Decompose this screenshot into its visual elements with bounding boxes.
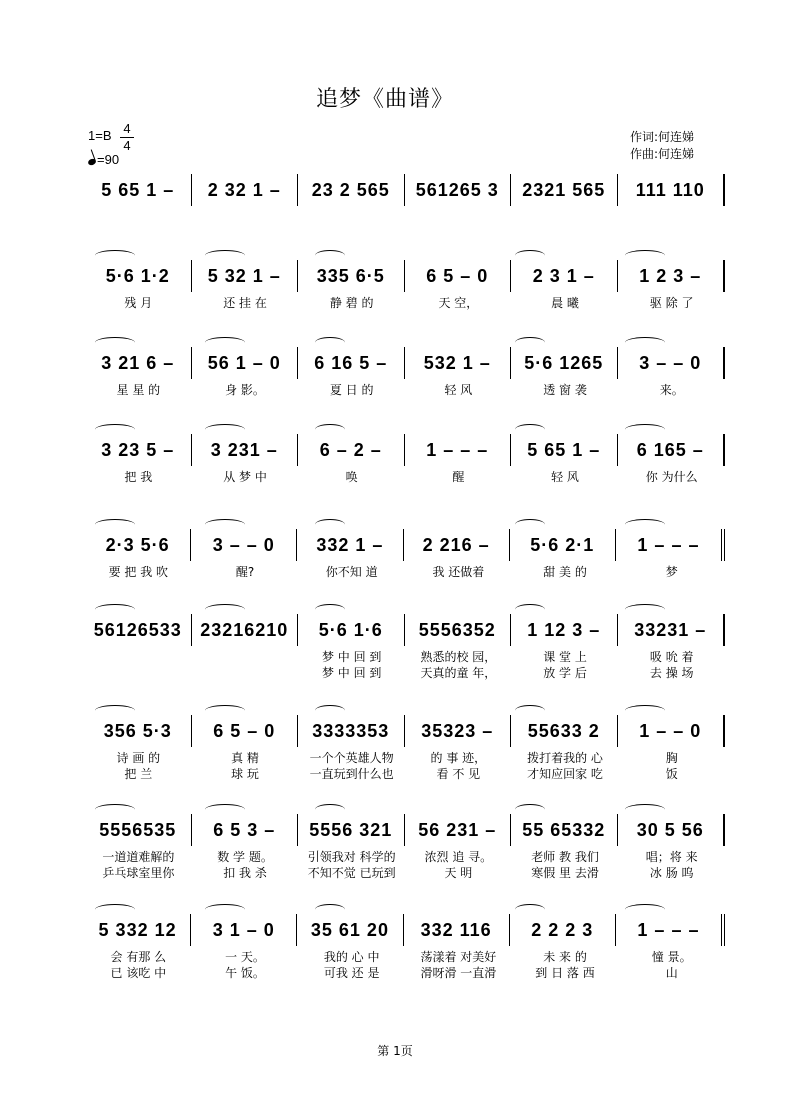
lyric-segment: 来。	[659, 383, 684, 397]
lyric-segment: 醒?	[235, 565, 255, 579]
measure: 23 2 565	[298, 174, 405, 206]
slur-mark	[515, 519, 545, 530]
measure-row	[85, 172, 725, 208]
measure: 35323 –	[405, 715, 512, 747]
measure: 3 231 –	[192, 434, 299, 466]
measure: 1 2 3 –	[618, 260, 726, 292]
lyric-segment: 荡漾着 对美好	[420, 950, 497, 964]
slur-mark	[515, 337, 545, 348]
slur-mark	[625, 604, 665, 615]
lyric-segment: 诗 画 的	[116, 751, 161, 765]
measure: 5·6 1265	[511, 347, 618, 379]
lyric-segment: 要 把 我 吹	[108, 565, 169, 579]
measure: 5 332 12	[85, 914, 191, 946]
slur-mark	[315, 705, 345, 716]
lyric-segment: 星 星 的	[116, 383, 161, 397]
slur-mark	[515, 604, 545, 615]
lyric-segment: 一 天。	[225, 950, 265, 964]
lyric-segment: 透 窗 袭	[543, 383, 587, 397]
lyric-segment: 天真的童 年，	[420, 666, 497, 680]
lyric-segment: 我的 心 中	[323, 950, 380, 964]
slur-mark	[315, 337, 345, 348]
lyric-segment: 天 明	[444, 866, 473, 880]
lyric-segment: 从 梦 中	[223, 470, 267, 484]
measure: 1 – – –	[616, 914, 725, 946]
measure: 5 32 1 –	[192, 260, 299, 292]
slur-mark	[515, 904, 545, 915]
staff-system	[85, 258, 725, 310]
slur-mark	[515, 804, 545, 815]
lyric-segment: 把 我	[124, 470, 153, 484]
lyric-line	[85, 381, 725, 397]
lyric-segment: 午 饭。	[225, 966, 265, 980]
measure: 356 5·3	[85, 715, 192, 747]
slur-mark	[515, 250, 545, 261]
lyric-line	[85, 468, 725, 484]
lyric-segment: 引领我对 科学的	[307, 850, 396, 864]
lyric-segment: 身 影。	[225, 383, 265, 397]
measure: 5556352	[405, 614, 512, 646]
lyric-segment: 不知不觉 已玩到	[307, 866, 396, 880]
lyric-segment: 夏 日 的	[329, 383, 374, 397]
slur-mark	[205, 705, 245, 716]
measure: 332 116	[404, 914, 510, 946]
slur-mark	[515, 705, 545, 716]
measure: 3 – – 0	[618, 347, 726, 379]
lyric-line	[85, 964, 725, 980]
lyric-line	[85, 948, 725, 964]
lyric-segment: 唤	[345, 470, 358, 484]
slur-mark	[315, 519, 345, 530]
lyric-segment: 拨打着我的 心	[527, 751, 603, 765]
lyric-segment: 浓烈 追 寻。	[424, 850, 493, 864]
slur-mark	[205, 424, 245, 435]
measure-row	[85, 912, 725, 948]
lyric-segment: 一道道难解的	[102, 850, 175, 864]
slur-mark	[95, 804, 135, 815]
lyric-segment	[85, 648, 192, 664]
key-signature: 1=B	[88, 128, 112, 143]
staff-system	[85, 172, 725, 208]
measure: 33231 –	[618, 614, 726, 646]
slur-mark	[315, 604, 345, 615]
measure: 2321 565	[511, 174, 618, 206]
lyric-segment: 到 日 落 西	[535, 966, 595, 980]
lyric-segment: 你不知 道	[325, 565, 378, 579]
measure: 3333353	[298, 715, 405, 747]
lyric-segment: 轻 风	[444, 383, 473, 397]
measure: 56 231 –	[405, 814, 512, 846]
lyric-segment: 饭	[665, 767, 678, 781]
lyric-segment: 驱 除 了	[649, 296, 694, 310]
measure: 6 5 – 0	[192, 715, 299, 747]
lyric-segment: 会 有那 么	[110, 950, 167, 964]
slur-mark	[95, 337, 135, 348]
lyricist-credit: 作词:何连娣	[630, 130, 695, 144]
measure: 5·6 1·2	[85, 260, 192, 292]
staff-system	[85, 612, 725, 680]
slur-mark	[205, 904, 245, 915]
lyric-segment: 可我 还 是	[323, 966, 380, 980]
measure: 5556 321	[298, 814, 405, 846]
lyric-segment: 轻 风	[551, 470, 579, 484]
lyric-line	[85, 848, 725, 864]
lyric-line	[85, 864, 725, 880]
lyric-segment: 胸	[665, 751, 678, 765]
lyric-segment: 老师 教 我们	[531, 850, 599, 864]
slur-mark	[315, 250, 345, 261]
time-signature-top: 4	[123, 121, 131, 136]
measure: 6 165 –	[618, 434, 726, 466]
page-number: 第 1页	[377, 1044, 413, 1058]
slur-mark	[315, 424, 345, 435]
lyric-segment: 课 堂 上	[543, 650, 587, 664]
lyric-line	[85, 664, 725, 680]
slur-mark	[315, 904, 345, 915]
lyric-segment: 静 碧 的	[329, 296, 374, 310]
measure: 1 – – –	[616, 529, 725, 561]
staff-system	[85, 713, 725, 781]
slur-mark	[625, 337, 665, 348]
lyric-segment: 山	[665, 966, 678, 980]
measure: 2 32 1 –	[192, 174, 299, 206]
slur-mark	[95, 604, 135, 615]
measure: 5 65 1 –	[85, 174, 192, 206]
lyric-segment: 梦	[665, 565, 678, 579]
lyric-segment: 乒乓球室里你	[102, 866, 175, 880]
lyric-segment: 唱；将 来	[645, 850, 698, 864]
measure: 56126533	[85, 614, 192, 646]
composer-credit: 作曲:何连娣	[630, 147, 695, 161]
slur-mark	[95, 250, 135, 261]
measure-row	[85, 345, 725, 381]
lyric-segment: 天 空，	[438, 296, 479, 310]
measure: 1 – – –	[405, 434, 512, 466]
lyric-line	[85, 749, 725, 765]
lyric-segment: 滑呀滑 一直滑	[420, 966, 497, 980]
time-signature	[120, 122, 134, 153]
slur-mark	[625, 804, 665, 815]
lyric-line	[85, 765, 725, 781]
measure: 111 110	[618, 174, 726, 206]
quarter-note-icon	[87, 158, 97, 166]
lyric-segment: 才知应回家 吃	[527, 767, 603, 781]
lyric-segment: 吸 吮 着	[649, 650, 694, 664]
lyric-line	[85, 648, 725, 664]
slur-mark	[625, 424, 665, 435]
lyric-segment: 残 月	[124, 296, 153, 310]
measure: 6 16 5 –	[298, 347, 405, 379]
measure: 3 – – 0	[191, 529, 297, 561]
lyric-segment	[192, 648, 299, 664]
measure-row	[85, 612, 725, 648]
lyric-segment: 的 事 迹，	[430, 751, 487, 765]
measure: 2 3 1 –	[511, 260, 618, 292]
measure-row	[85, 812, 725, 848]
measure: 35 61 20	[297, 914, 403, 946]
lyric-segment: 梦 中 回 到	[321, 650, 382, 664]
measure: 2 2 2 3	[510, 914, 616, 946]
measure-row	[85, 432, 725, 468]
staff-system	[85, 812, 725, 880]
measure: 3 1 – 0	[191, 914, 297, 946]
measure: 5 65 1 –	[511, 434, 618, 466]
lyric-segment: 你 为什么	[645, 470, 698, 484]
lyric-segment: 放 学 后	[543, 666, 587, 680]
measure: 5·6 1·6	[298, 614, 405, 646]
measure: 30 5 56	[618, 814, 726, 846]
lyric-segment: 已 该吃 中	[110, 966, 167, 980]
slur-mark	[515, 424, 545, 435]
lyric-segment: 寒假 里 去滑	[531, 866, 599, 880]
lyric-segment: 真 精	[231, 751, 259, 765]
slur-mark	[205, 250, 245, 261]
measure: 335 6·5	[298, 260, 405, 292]
lyric-segment: 梦 中 回 到	[321, 666, 382, 680]
lyric-segment: 甜 美 的	[543, 565, 587, 579]
lyric-segment: 晨 曦	[551, 296, 579, 310]
lyric-segment: 去 操 场	[649, 666, 694, 680]
measure: 532 1 –	[405, 347, 512, 379]
slur-mark	[205, 804, 245, 815]
lyric-segment: 熟悉的校 园，	[420, 650, 497, 664]
measure-row	[85, 258, 725, 294]
lyric-segment: 扣 我 杀	[223, 866, 267, 880]
staff-system	[85, 527, 725, 579]
measure-row	[85, 527, 725, 563]
time-signature-bottom: 4	[123, 138, 131, 153]
measure: 5556535	[85, 814, 192, 846]
lyric-segment: 憧 景。	[651, 950, 692, 964]
lyric-segment: 一直玩到什么也	[309, 767, 394, 781]
staff-system	[85, 432, 725, 484]
slur-mark	[625, 705, 665, 716]
measure: 6 5 3 –	[192, 814, 299, 846]
staff-system	[85, 912, 725, 980]
slur-mark	[95, 424, 135, 435]
page-title: 追梦《曲谱》	[315, 87, 454, 112]
lyric-segment: 看 不 见	[436, 767, 481, 781]
measure: 2 216 –	[404, 529, 510, 561]
lyric-segment: 球 玩	[231, 767, 259, 781]
slur-mark	[205, 337, 245, 348]
lyric-segment: 一个个英雄人物	[309, 751, 394, 765]
tempo-value: =90	[97, 152, 120, 167]
lyric-segment: 还 挂 在	[223, 296, 267, 310]
slur-mark	[315, 804, 345, 815]
measure: 6 – 2 –	[298, 434, 405, 466]
lyric-segment: 未 来 的	[543, 950, 587, 964]
lyric-line	[85, 294, 725, 310]
lyric-segment	[192, 664, 299, 680]
measure: 6 5 – 0	[405, 260, 512, 292]
lyric-segment: 我 还做着	[432, 565, 485, 579]
measure: 3 21 6 –	[85, 347, 192, 379]
measure: 1 12 3 –	[511, 614, 618, 646]
slur-mark	[95, 904, 135, 915]
slur-mark	[625, 519, 665, 530]
lyric-segment	[85, 664, 192, 680]
lyric-line	[85, 563, 725, 579]
slur-mark	[205, 519, 245, 530]
measure: 2·3 5·6	[85, 529, 191, 561]
slur-mark	[95, 519, 135, 530]
measure: 5·6 2·1	[510, 529, 616, 561]
measure: 55633 2	[511, 715, 618, 747]
lyric-segment: 冰 肠 呜	[649, 866, 694, 880]
measure: 561265 3	[405, 174, 512, 206]
measure: 23216210	[192, 614, 299, 646]
staff-system	[85, 345, 725, 397]
measure-row	[85, 713, 725, 749]
measure: 332 1 –	[297, 529, 403, 561]
tempo-marking	[88, 152, 119, 167]
lyric-segment: 数 学 题。	[217, 850, 273, 864]
slur-mark	[625, 904, 665, 915]
lyric-segment: 把 兰	[124, 767, 153, 781]
slur-mark	[625, 250, 665, 261]
measure: 1 – – 0	[618, 715, 726, 747]
measure: 3 23 5 –	[85, 434, 192, 466]
measure: 55 65332	[511, 814, 618, 846]
lyric-segment: 醒	[452, 470, 465, 484]
slur-mark	[95, 705, 135, 716]
slur-mark	[205, 604, 245, 615]
measure: 56 1 – 0	[192, 347, 299, 379]
